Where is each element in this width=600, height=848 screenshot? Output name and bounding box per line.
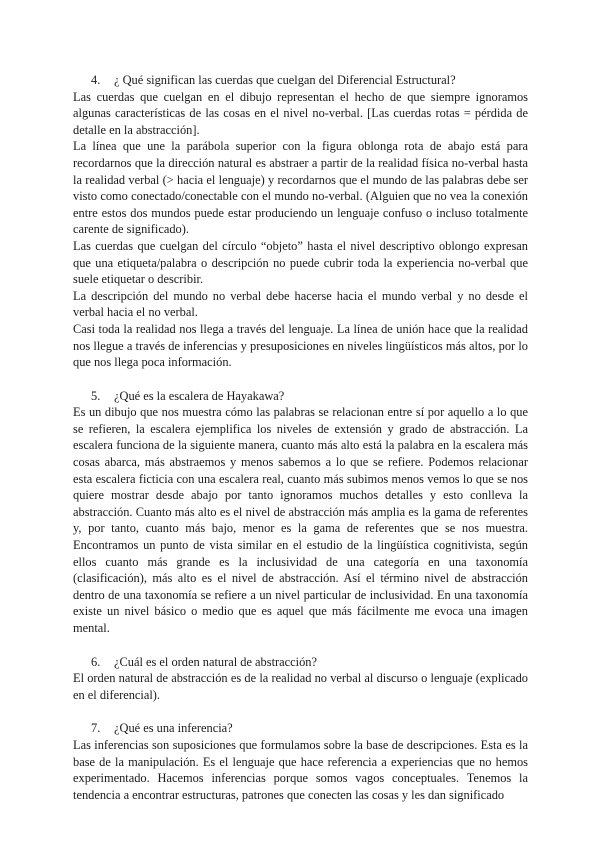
question-number: 7. — [91, 721, 101, 736]
document-body — [73, 72, 528, 803]
question-heading — [73, 654, 528, 671]
section-spacer — [73, 703, 528, 720]
section-question-7 — [73, 720, 528, 803]
answer-paragraph: El orden natural de abstracción es de la realidad no verbal al discurso o lenguaje (explicado en el diferencial). — [73, 671, 528, 702]
question-number: 6. — [91, 654, 101, 669]
section-spacer — [73, 371, 528, 388]
answer-paragraph: La línea que une la parábola superior con la figura oblonga rota de abajo está para recordarnos que la dirección natural es abstraer a partir de la realidad física no-verbal hasta la realidad verbal (> hacia el lenguaje) y recordarnos que el mundo de las palabras debe ser visto como conectado/conectable con el mundo no-verbal. (Alguien que no vea la conexión entre estos dos mundos puede estar produciendo un lenguaje confuso o incluso totalmente carente de significado). — [73, 139, 528, 237]
section-spacer — [73, 637, 528, 654]
question-heading — [73, 388, 528, 405]
answer-paragraph: La descripción del mundo no verbal debe hacerse hacia el mundo verbal y no desde el verbal hacia el no verbal. — [73, 288, 528, 320]
question-number: 4. — [91, 73, 101, 87]
answer-paragraph: Las inferencias son suposiciones que formulamos sobre la base de descripciones. Esta es la base de la manipulación. Es el lenguaje que hace referencia a experiencias que no hemos experimentado. Hacemos inferencias porque somos vagos conceptuales. Tenemos la tendencia a encontrar estructuras, patrones que conecten las cosas y les dan significado — [73, 737, 528, 802]
section-question-4 — [73, 72, 528, 371]
question-text: ¿Qué es la escalera de Hayakawa? — [114, 388, 285, 403]
section-question-5 — [73, 388, 528, 637]
question-text: ¿Qué es una inferencia? — [114, 721, 233, 736]
answer-paragraph: Las cuerdas que cuelgan del círculo “objeto” hasta el nivel descriptivo oblongo expresan que una etiqueta/palabra o descripción no puede cubrir toda la experiencia no-verbal que suele etiquetar o describir. — [73, 238, 528, 287]
question-text: ¿Cuál es el orden natural de abstracción? — [114, 654, 317, 669]
section-question-6 — [73, 654, 528, 704]
question-number: 5. — [91, 388, 101, 403]
answer-paragraph: Es un dibujo que nos muestra cómo las palabras se relacionan entre sí por aquello a lo que se refieren, la escalera ejemplifica los niveles de extensión y grado de abstracción. La escalera funciona de la siguiente manera, cuanto más alto está la palabra en la escalera más cosas abarca, más abstraemos y menos sabemos a lo que se refiere. Podemos relacionar esta escalera ficticia con una escalera real, cuanto más subimos menos vemos lo que se nos quiere mostrar desde abajo por tanto ignoramos muchos detalles y esto conlleva la abstracción. Cuanto más alto es el nivel de abstracción más amplia es la gama de referentes y, por tanto, cuanto más bajo, menor es la gama de referentes que se nos muestra. Encontramos un punto de vista similar en el estudio de la lingüística cognitivista, según ellos cuanto más grande es la inclusividad de una categoría en una taxonomía (clasificación), más alto es el nivel de abstracción. Así el término nivel de abstracción dentro de una taxonomía se refiere a un nivel particular de inclusividad. En una taxonomía existe un nivel básico o medio que es aquel que más fácilmente me evoca una imagen mental. — [73, 405, 528, 635]
question-heading — [73, 720, 528, 737]
question-text: ¿ Qué significan las cuerdas que cuelgan del Diferencial Estructural? — [114, 73, 456, 87]
question-heading — [73, 72, 528, 89]
answer-paragraph: Las cuerdas que cuelgan en el dibujo representan el hecho de que siempre ignoramos algunas características de las cosas en el nivel no-verbal. [Las cuerdas rotas = pérdida de detalle en la abstracción]. — [73, 89, 528, 137]
answer-paragraph: Casi toda la realidad nos llega a través del lenguaje. La línea de unión hace que la realidad nos llegue a través de inferencias y presuposiciones en niveles lingüísticos más altos, por lo que nos llega poca información. — [73, 321, 528, 370]
